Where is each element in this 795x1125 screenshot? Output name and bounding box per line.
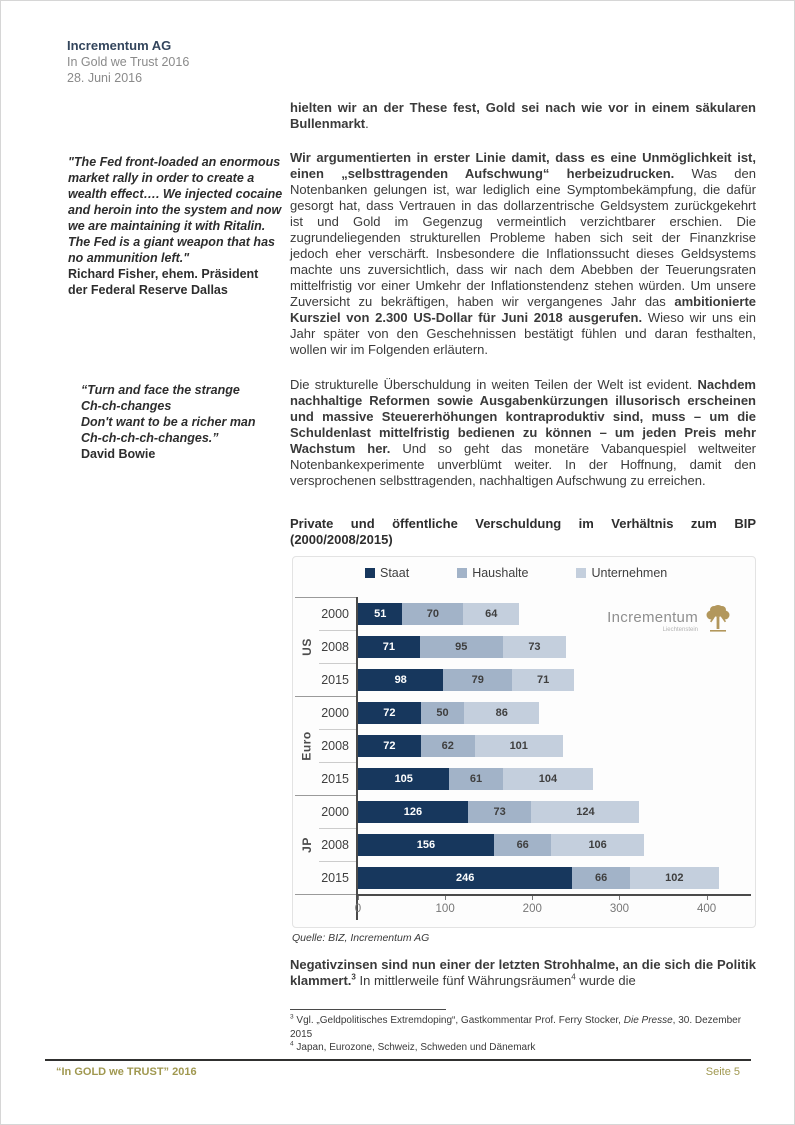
header-report-title: In Gold we Trust 2016 — [67, 55, 190, 69]
bar-segment: 106 — [551, 834, 643, 856]
bar-segment: 71 — [358, 636, 420, 658]
bar-segment: 71 — [512, 669, 574, 691]
paragraph-negative-rates: Negativzinsen sind nun einer der letzten Strohhalme, an die sich die Politik klammert.$^3$ In mittlerweile fünf Währungsräumen$^4$ wurde die — [290, 957, 756, 988]
logo-subtext: Liechtenstein — [662, 627, 698, 633]
legend-swatch-icon — [457, 568, 467, 578]
chart-year-label: 2000 — [319, 795, 356, 828]
footer-divider — [45, 1059, 751, 1061]
x-axis-tick — [707, 896, 708, 900]
x-axis-tick-label: 0 — [354, 903, 362, 915]
bar-segment: 86 — [464, 702, 539, 724]
axis-baseline-left — [295, 894, 356, 920]
paragraph-argument: Wir argumentierten in erster Linie damit, dass es eine Unmöglichkeit ist, einen „selbsttragenden Aufschwung“ herbeizudrucken. Was den Notenbanken gelungen ist, war lediglich eine Symptombekämpfung, die dafür gesorgt hat, dass Vertrauen in das dollarzentrische Geldsystem zurückgekehrt ist und Gold im Gegenzug vermeintlich verzichtbarer erschien. Die zugrundeliegenden strukturellen Probleme haben sich seit der Finanzkrise jedoch eher verschärft. Insbesondere die Inflationssucht dieses Geldsystems machte uns zuversichtlich, dass wir nach dem Abebben der Teuerungsraten mittelfristig vor einer Umkehr der Inflationstendenz stehen würden. Um unsere Zuversicht zu bekräftigen, haben wir vergangenes Jahr das ambitionierte Kursziel von 2.300 US-Dollar für Juni 2018 ausgerufen. Wieso wir uns ein Jahr später von den Geschehnissen bestätigt fühlen und daran festhalten, wollen wir im Folgenden erläutern. — [290, 150, 756, 357]
stacked-bar — [356, 828, 751, 861]
chart-plot — [295, 597, 751, 927]
chart-legend — [365, 566, 667, 580]
bar-segment: 50 — [421, 702, 465, 724]
chart-year-label: 2000 — [319, 696, 356, 729]
legend-item: Staat — [365, 566, 409, 580]
quote-text: "The Fed front-loaded an enormous market rally in order to create a wealth effect…. We injected cocaine and heroin into the system and now we are maintaining it with Ritalin. The Fed is a giant weapon that has no ammunition left." — [68, 155, 283, 265]
paragraph-debt: Die strukturelle Überschuldung in weiten Teilen der Welt ist evident. Nachdem nachhaltige Reformen sowie Ausgabenkürzungen illusorisch erscheinen und massive Steuererhöhungen kontraproduktiv sind, muss – um die Schuldenlast mittelfristig bedienen zu können – um jeden Preis mehr Wachstum her. Und so geht das monetäre Vabanquespiel weltweiter Notenbankexperimente unverblümt weiter. In der Hoffnung, damit den versprochenen selbsttragenden, nachhaltigen Aufschwung zu erreichen. — [290, 377, 756, 488]
bar-segment: 72 — [358, 702, 421, 724]
footnote-4: $^4$ Japan, Eurozone, Schweiz, Schweden und Dänemark — [290, 1040, 536, 1053]
quote-attribution: Richard Fisher, ehem. Präsident — [68, 267, 259, 281]
logo-wordmark: Incrementum — [607, 609, 698, 626]
quote-line: Don't want to be a richer man — [81, 415, 256, 429]
chart-heading: Private und öffentliche Verschuldung im Verhältnis zum BIP (2000/2008/2015) — [290, 516, 756, 547]
debt-to-gdp-chart — [292, 556, 756, 928]
bar-segment: 51 — [358, 603, 402, 625]
bar-segment: 64 — [463, 603, 519, 625]
bar-segment: 73 — [468, 801, 532, 823]
stacked-bar — [356, 795, 751, 828]
stacked-bar — [356, 630, 751, 663]
x-axis — [356, 894, 751, 920]
bar-segment: 101 — [475, 735, 563, 757]
stacked-bar — [356, 663, 751, 696]
chart-group-label: US — [295, 597, 319, 696]
bar-segment: 102 — [630, 867, 719, 889]
stacked-bar — [356, 597, 751, 630]
x-axis-tick — [358, 896, 359, 900]
x-axis-tick-label: 400 — [696, 903, 717, 915]
bar-segment: 124 — [531, 801, 639, 823]
legend-swatch-icon — [365, 568, 375, 578]
footnote-3: $^3$ Vgl. „Geldpolitisches Extremdoping“, Gastkommentar Prof. Ferry Stocker, Die Presse, 30. Dezember 2015 — [290, 1013, 742, 1040]
bar-segment: 79 — [443, 669, 512, 691]
stacked-bar — [356, 861, 751, 894]
bar-segment: 73 — [503, 636, 567, 658]
bar-segment: 95 — [420, 636, 503, 658]
paragraph-intro: hielten wir an der These fest, Gold sei nach wie vor in einem säkularen Bullenmarkt. — [290, 100, 756, 131]
chart-year-label: 2015 — [319, 663, 356, 696]
legend-swatch-icon — [576, 568, 586, 578]
legend-item: Haushalte — [457, 566, 528, 580]
x-axis-tick — [532, 896, 533, 900]
bar-segment: 104 — [503, 768, 594, 790]
quote-line: Ch-ch-ch-ch-changes.” — [81, 431, 219, 445]
x-axis-tick-label: 300 — [609, 903, 629, 915]
bar-segment: 61 — [449, 768, 502, 790]
quote-attribution: David Bowie — [81, 447, 156, 461]
bar-segment: 156 — [358, 834, 494, 856]
header-company: Incrementum AG — [67, 38, 172, 53]
bar-segment: 246 — [358, 867, 572, 889]
quote-line: Ch-ch-changes — [81, 399, 172, 413]
margin-quote-bowie — [81, 382, 291, 462]
legend-item: Unternehmen — [576, 566, 667, 580]
chart-year-label: 2015 — [319, 762, 356, 795]
bar-segment: 126 — [358, 801, 468, 823]
footnote-divider — [290, 1009, 446, 1010]
stacked-bar — [356, 696, 751, 729]
chart-year-label: 2015 — [319, 861, 356, 894]
margin-quote-fisher — [68, 154, 286, 298]
x-axis-tick-label: 100 — [435, 903, 455, 915]
bar-segment: 62 — [421, 735, 475, 757]
x-axis-tick — [445, 896, 446, 900]
chart-group-label: Euro — [295, 696, 319, 795]
bar-segment: 66 — [494, 834, 552, 856]
document-header — [67, 38, 189, 86]
bar-segment: 66 — [572, 867, 630, 889]
chart-source: Quelle: BIZ, Incrementum AG — [292, 932, 430, 944]
x-axis-tick — [619, 896, 620, 900]
chart-group-label: JP — [295, 795, 319, 894]
x-axis-tick-label: 200 — [522, 903, 542, 915]
header-date: 28. Juni 2016 — [67, 71, 143, 85]
chart-year-label: 2008 — [319, 630, 356, 663]
chart-year-label: 2008 — [319, 828, 356, 861]
chart-year-label: 2000 — [319, 597, 356, 630]
footer-page-number: Seite 5 — [705, 1066, 740, 1078]
bar-segment: 105 — [358, 768, 449, 790]
quote-attribution: der Federal Reserve Dallas — [68, 283, 228, 297]
bar-segment: 72 — [358, 735, 421, 757]
stacked-bar — [356, 729, 751, 762]
bar-segment: 98 — [358, 669, 443, 691]
stacked-bar — [356, 762, 751, 795]
footer-report-title: “In GOLD we TRUST” 2016 — [56, 1066, 197, 1078]
bar-segment: 70 — [402, 603, 463, 625]
footnotes — [290, 1014, 756, 1055]
chart-year-label: 2008 — [319, 729, 356, 762]
quote-line: “Turn and face the strange — [81, 383, 240, 397]
